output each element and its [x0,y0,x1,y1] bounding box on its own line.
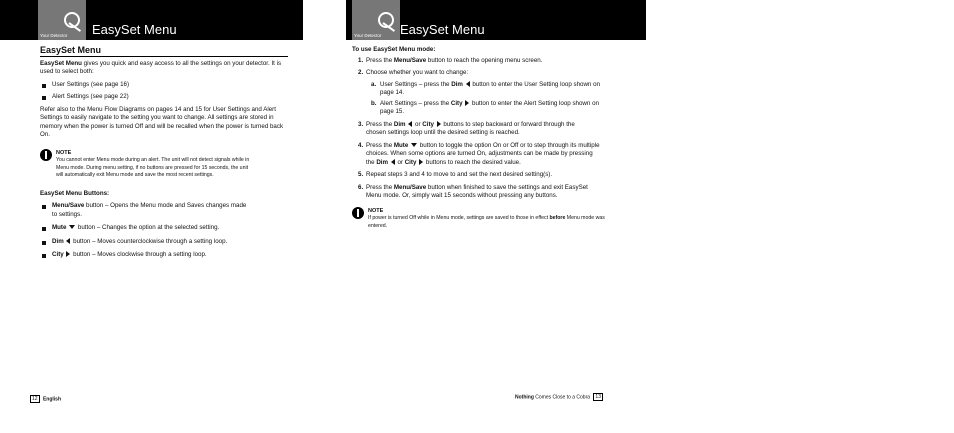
header-title: EasySet Menu [92,22,177,37]
page-header-right [346,0,646,40]
right-arrow-icon [465,100,469,106]
header-title: EasySet Menu [400,22,485,37]
list-item: Mute button – Changes the option at the selected setting. [40,224,292,233]
step-6: 6. Press the Menu/Save button when finished to save the settings and exit EasySet Menu mode. Or, simply wait 15 seconds without pressing any buttons. [358,183,588,199]
section-label: Your Detector [40,33,68,38]
note-block [40,149,256,180]
step-3: 3. Press the Dim or City buttons to step backward or forward through the chosen settings loop until the desired setting is reached. [358,120,575,136]
note-text: You cannot enter Menu mode during an alert. The unit will not detect signals while in Menu mode. During menu setting, if no buttons are pressed for 15 seconds, the unit will automatically exit Menu mode and save the most recent settings. [56,157,250,178]
list-item: City button – Moves clockwise through a setting loop. [40,251,292,260]
right-arrow-icon [437,121,441,127]
step-5: 5. Repeat steps 3 and 4 to move to and set the next desired setting(s). [358,171,553,178]
radar-icon [378,12,394,28]
list-item: Dim button – Moves counterclockwise through a setting loop. [40,238,292,247]
note-heading: NOTE [368,207,384,214]
language-label: English [42,396,62,403]
list-item: Alert Settings (see page 22) [40,93,292,102]
left-arrow-icon [66,238,70,244]
section-label: Your Detector [354,33,382,38]
note-icon [352,207,364,219]
down-arrow-icon [411,143,417,147]
subheading: To use EasySet Menu mode: [352,46,436,53]
footer-right [515,393,605,401]
list-item: User Settings (see page 16) [40,81,292,90]
step-4: 4. Press the Mute button to toggle the option On or Off or to step through its multiple choices. When some options are turned On, adjustments can be made by pressing the Dim or City buttons to reach the desired value. [358,141,600,166]
section-title: EasySet Menu [40,46,288,57]
radar-icon [64,12,80,28]
section-tab [352,0,400,40]
left-page-content [40,46,292,260]
page-number: 13 [595,394,601,400]
note-icon [40,149,52,161]
note-heading: NOTE [56,149,72,156]
left-arrow-icon [391,159,395,165]
right-arrow-icon [66,251,70,257]
down-arrow-icon [69,225,75,229]
step-2: 2. Choose whether you want to change: [358,69,469,76]
right-page-content [352,46,605,230]
left-arrow-icon [408,121,412,127]
list-item: Menu/Save button – Opens the Menu mode and Saves changes made to settings. [40,202,252,219]
left-arrow-icon [466,81,470,87]
footer-left [28,395,61,403]
page-header-left [0,0,303,40]
step-2a: a. User Settings – press the Dim button to enter the User Setting loop shown on page 14. [371,80,600,96]
section-tab [38,0,86,40]
subheading: EasySet Menu Buttons: [40,189,110,197]
intro-paragraph: EasySet Menu gives you quick and easy access to all the settings on your detector. It is used to select both: [40,59,282,75]
note-block [352,207,618,231]
note-text: If power is turned Off while in Menu mode, settings are saved to those in effect before Menu mode was entered. [368,215,605,229]
body-paragraph: Refer also to the Menu Flow Diagrams on pages 14 and 15 for User Settings and Alert Settings to easily navigate to the setting you want to change. All settings are stored in memory when the power is turned Off and will be recalled when the power is turned back On. [40,105,284,138]
page-number: 12 [32,396,38,402]
step-1: 1. Press the Menu/Save button to reach the opening menu screen. [358,56,543,64]
step-2b: b. Alert Settings – press the City button to enter the Alert Setting loop shown on page 15. [371,99,599,115]
right-arrow-icon [419,159,423,165]
tagline: Nothing Comes Close to a Cobra [515,394,591,401]
